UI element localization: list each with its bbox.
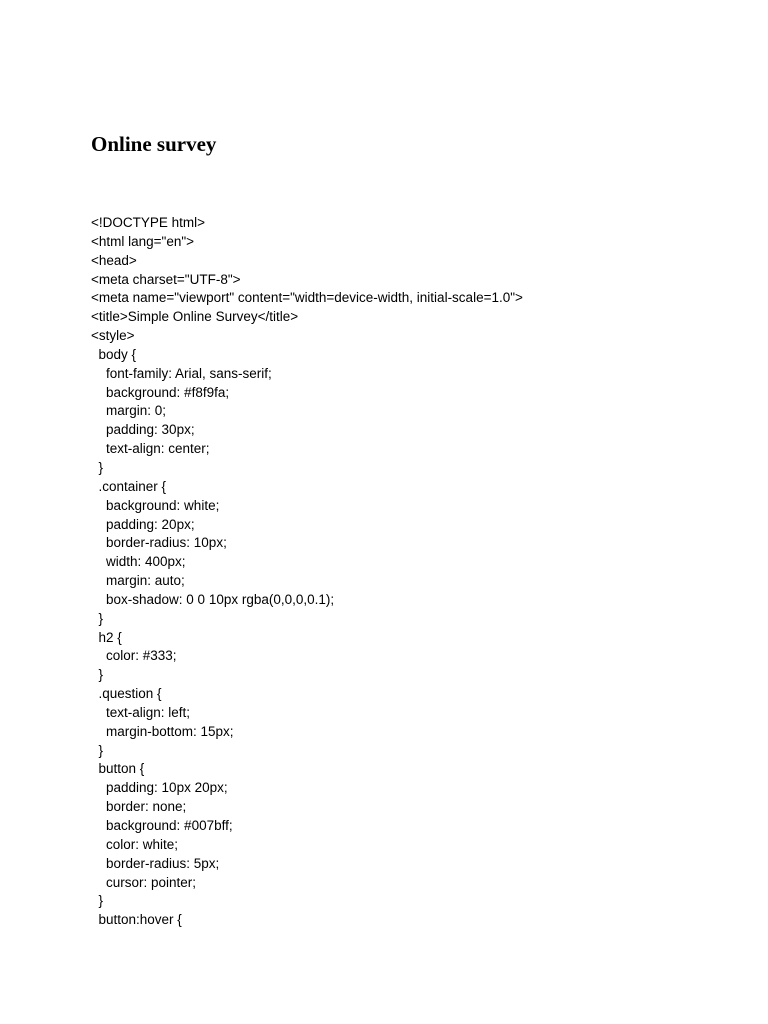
code-line: h2 {: [91, 629, 122, 645]
code-line: border-radius: 5px;: [91, 855, 220, 871]
code-line: margin-bottom: 15px;: [91, 723, 234, 739]
code-line: <!DOCTYPE html>: [91, 215, 206, 230]
code-line: button {: [91, 761, 145, 777]
code-line: button:hover {: [91, 912, 182, 928]
code-line: .container {: [91, 478, 167, 494]
code-line: color: white;: [91, 836, 179, 852]
code-line: background: #007bff;: [91, 818, 233, 833]
code-line: border-radius: 10px;: [91, 535, 227, 551]
code-line: padding: 10px 20px;: [91, 780, 228, 796]
code-line: width: 400px;: [91, 554, 186, 570]
code-listing: [91, 214, 751, 930]
code-line: body {: [91, 346, 137, 362]
code-line: box-shadow: 0 0 10px rgba(0,0,0,0.1);: [91, 591, 335, 607]
code-line: color: #333;: [91, 648, 177, 664]
code-line: background: #f8f9fa;: [91, 384, 230, 400]
code-line: }: [91, 893, 104, 909]
code-line: text-align: left;: [91, 704, 191, 720]
code-line: margin: 0;: [91, 403, 167, 419]
code-line: <html lang="en">: [91, 233, 195, 249]
code-line: cursor: pointer;: [91, 874, 197, 890]
code-line: }: [91, 667, 104, 683]
code-line: font-family: Arial, sans-serif;: [91, 365, 272, 381]
code-line: background: white;: [91, 497, 220, 513]
code-line: border: none;: [91, 799, 187, 815]
code-line: <head>: [91, 252, 137, 268]
code-line: padding: 30px;: [91, 422, 195, 438]
code-line: margin: auto;: [91, 573, 185, 589]
code-line: <style>: [91, 328, 135, 344]
code-line: }: [91, 459, 104, 475]
code-line: padding: 20px;: [91, 516, 195, 532]
code-line: }: [91, 610, 104, 626]
document-title: Online survey: [91, 132, 217, 156]
code-line: .question {: [91, 686, 162, 702]
code-line: <title>Simple Online Survey</title>: [91, 309, 299, 325]
code-line: }: [91, 742, 104, 758]
code-line: <meta name="viewport" content="width=device-width, initial-scale=1.0">: [91, 290, 523, 306]
code-line: text-align: center;: [91, 441, 210, 457]
code-line: <meta charset="UTF-8">: [91, 271, 241, 287]
